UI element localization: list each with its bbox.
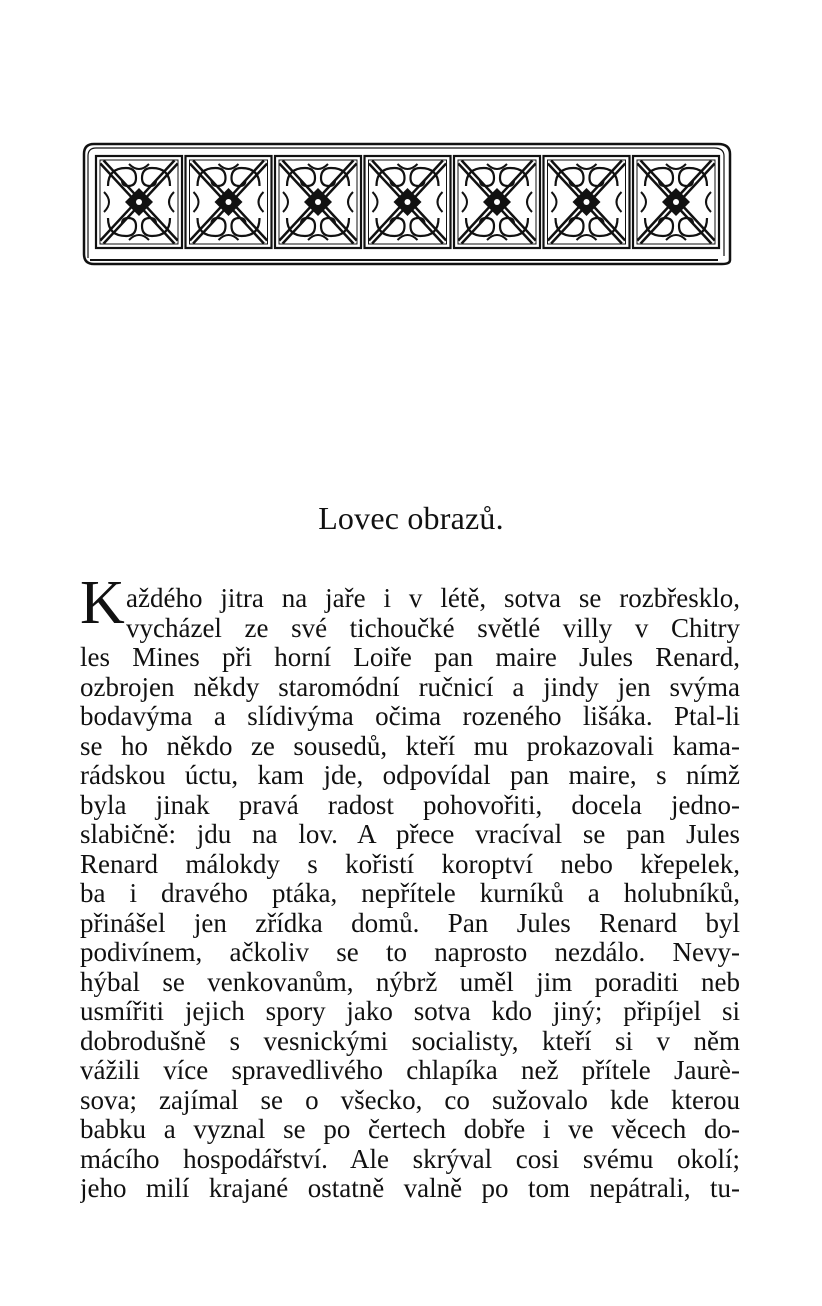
text-line: bodavýma a slídivýma očima rozeného lišáka. Ptal-li bbox=[80, 702, 740, 731]
knot-tile-icon bbox=[544, 156, 630, 248]
ornamental-header-band-icon bbox=[78, 140, 738, 266]
text-line: mácího hospodářství. Ale skrýval cosi svému okolí; bbox=[80, 1144, 740, 1174]
text-line: aždého jitra na jaře i v létě, sotva se rozbřesklo, bbox=[126, 584, 740, 613]
knot-tile-icon bbox=[186, 156, 272, 248]
text-line: Renard málokdy s kořistí koroptví nebo křepelek, bbox=[80, 849, 740, 879]
text-line: sova; zajímal se o všecko, co sužovalo kde kterou bbox=[80, 1085, 740, 1115]
text-line: usmířiti jejich spory jako sotva kdo jiný; připíjel si bbox=[80, 997, 740, 1026]
text-line: ozbrojen někdy staromódní ručnicí a jindy jen svýma bbox=[80, 672, 740, 702]
text-line: se ho někdo ze sousedů, kteří mu prokazovali kama- bbox=[80, 731, 740, 761]
text-line: podivínem, ačkoliv se to naprosto nezdálo. Nevy- bbox=[80, 938, 740, 967]
text-line: babku a vyznal se po čertech dobře i ve věcech do- bbox=[80, 1115, 740, 1144]
text-line: rádskou úctu, kam jde, odpovídal pan maire, s nímž bbox=[80, 761, 740, 790]
text-line: hýbal se venkovanům, nýbrž uměl jim poraditi neb bbox=[80, 967, 740, 997]
knot-tile-icon bbox=[275, 156, 361, 248]
text-line: byla jinak pravá radost pohovořiti, docela jedno- bbox=[80, 790, 740, 820]
text-line: slabičně: jdu na lov. A přece vracíval se pan Jules bbox=[80, 820, 740, 849]
knot-tile-icon bbox=[633, 156, 719, 248]
knot-tile-icon bbox=[365, 156, 451, 248]
knot-tile-icon bbox=[454, 156, 540, 248]
text-line: jeho milí krajané ostatně valně po tom nepátrali, tu- bbox=[80, 1174, 740, 1203]
text-line: přinášel jen zřídka domů. Pan Jules Renard byl bbox=[80, 908, 740, 938]
text-line: vážili více spravedlivého chlapíka než přítele Jaurè- bbox=[80, 1056, 740, 1085]
knot-tile-icon bbox=[96, 156, 182, 248]
chapter-body bbox=[80, 584, 740, 1204]
text-line: ba i dravého ptáka, nepřítele kurníků a holubníků, bbox=[80, 879, 740, 908]
chapter-title: Lovec obrazů. bbox=[318, 500, 504, 536]
text-line: les Mines při horní Loiře pan maire Jules Renard, bbox=[80, 643, 740, 672]
text-line: dobrodušně s vesnickými socialisty, kteří si v něm bbox=[80, 1026, 740, 1056]
drop-cap-initial: K bbox=[80, 569, 125, 637]
text-line: vycházel ze své tichoučké světlé villy v Chitry bbox=[126, 613, 740, 643]
